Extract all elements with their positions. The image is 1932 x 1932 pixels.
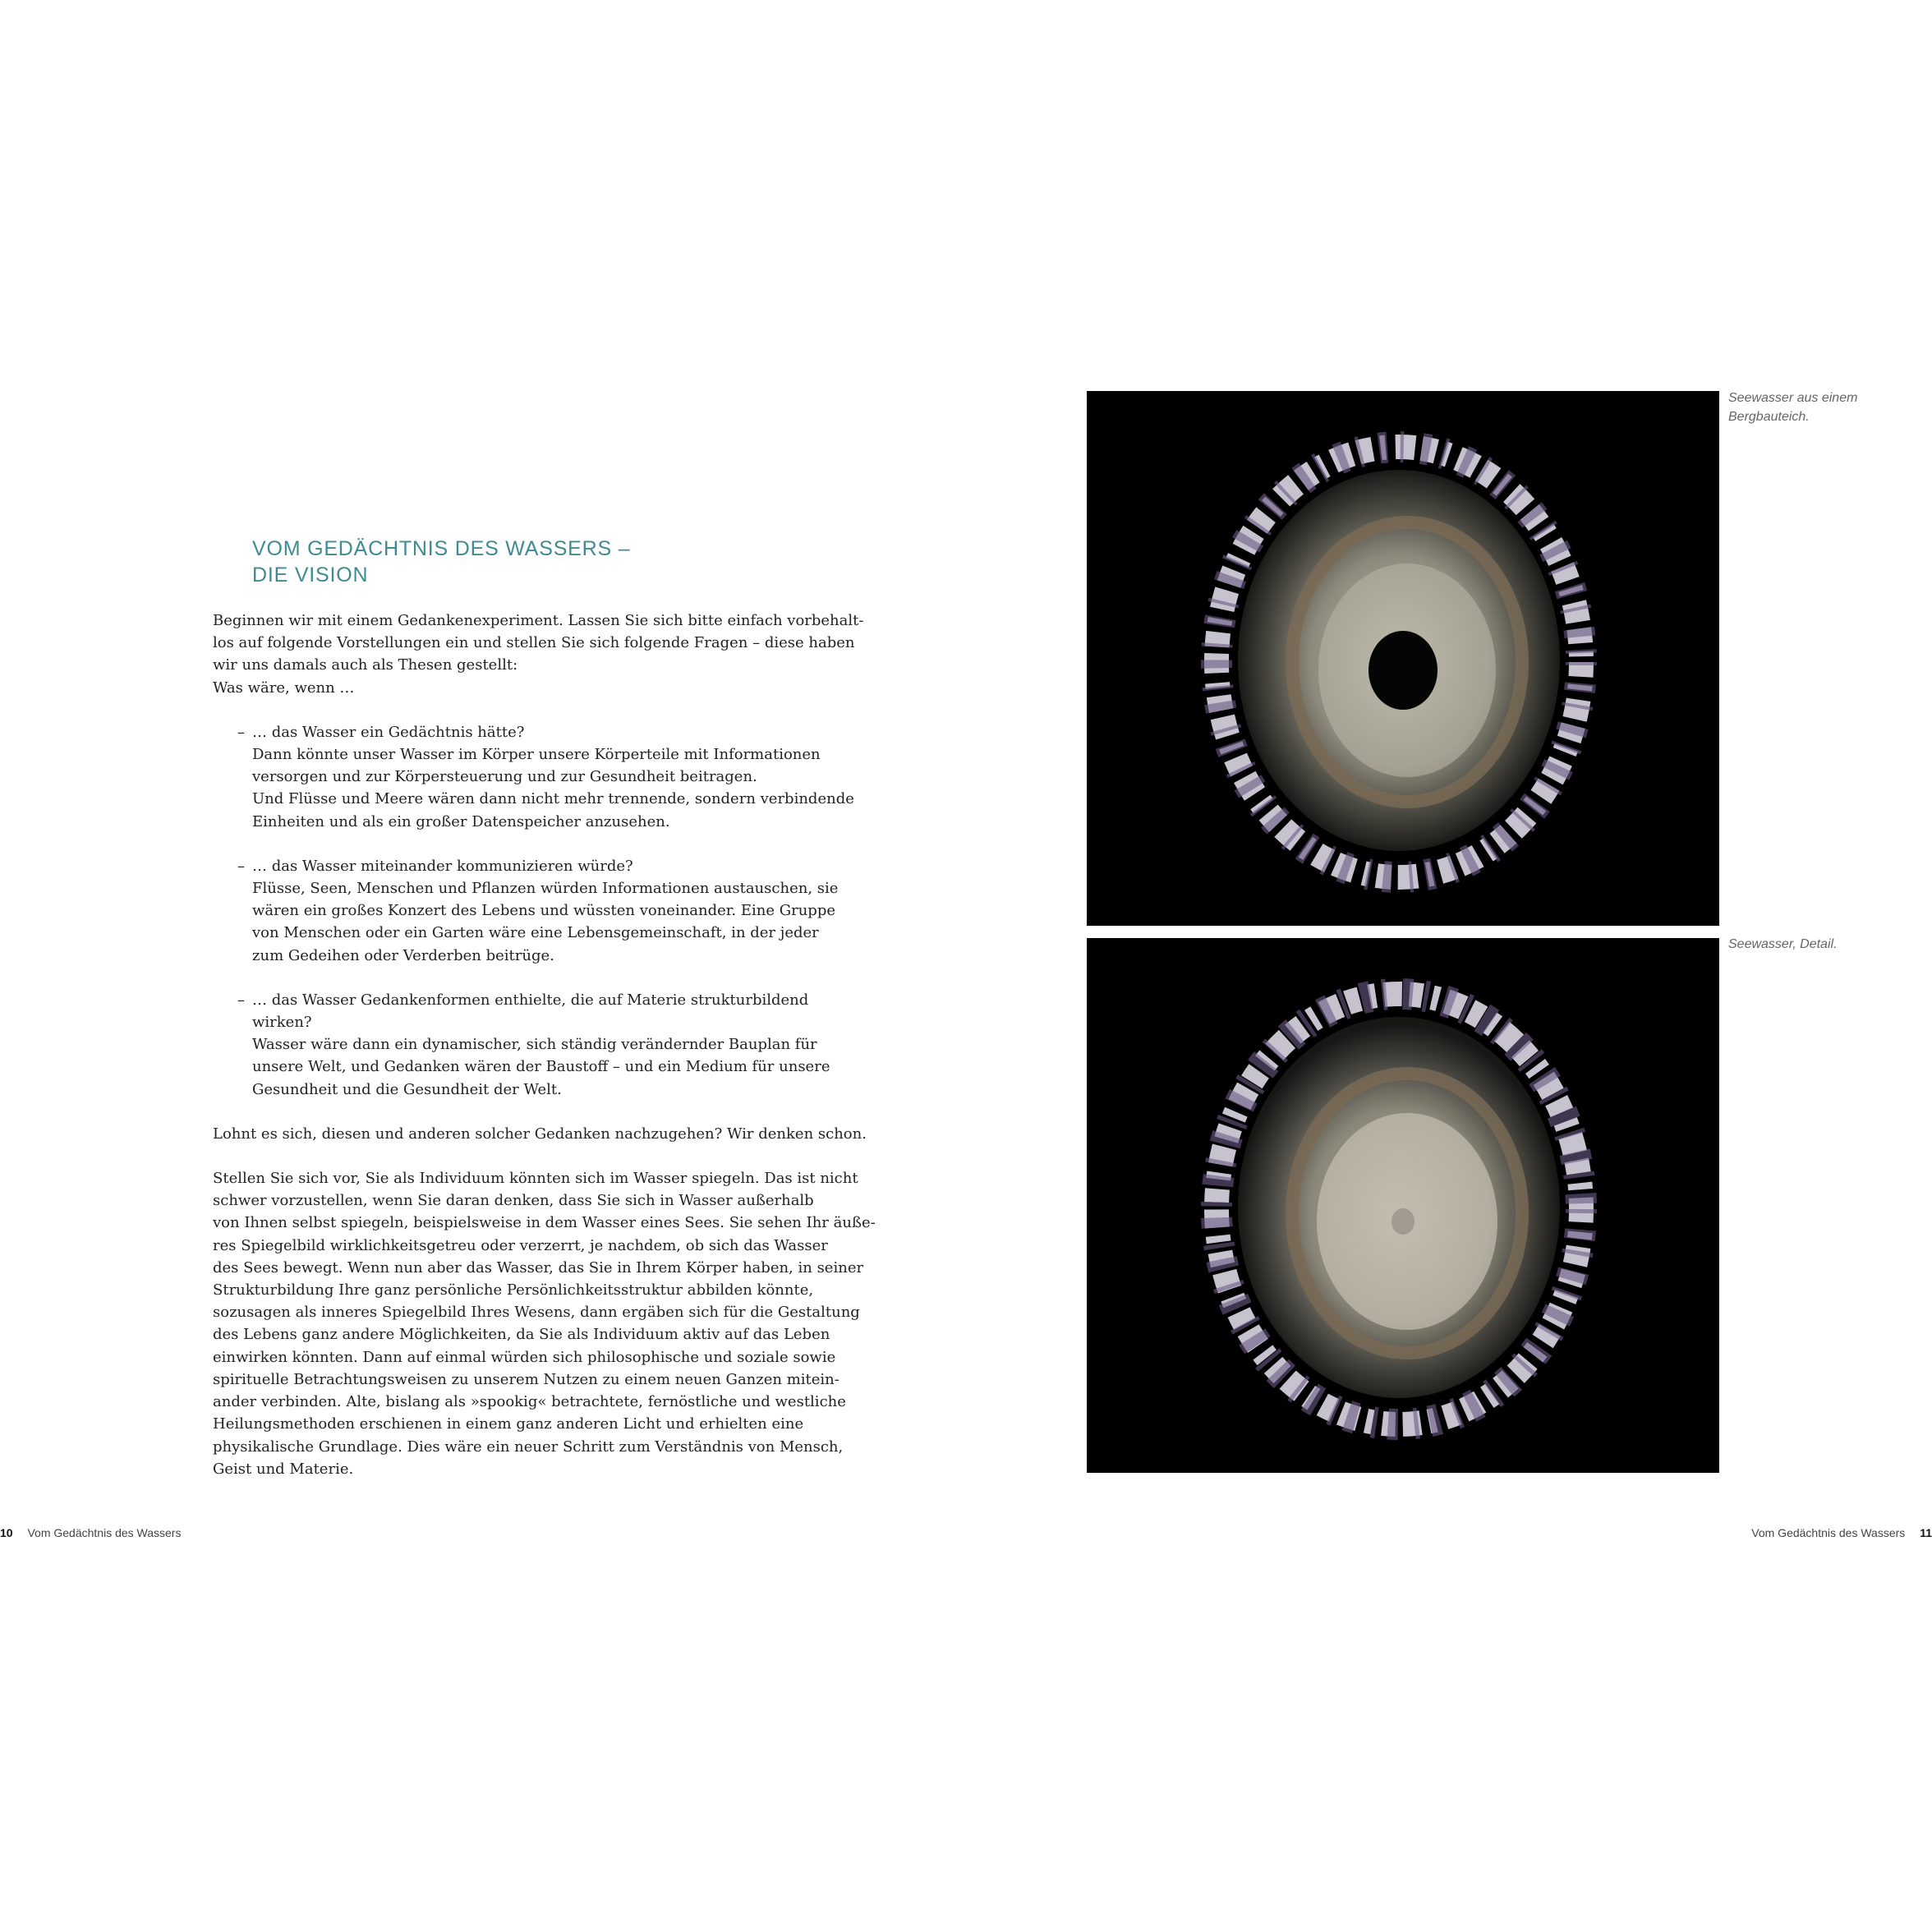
text-line: zum Gedeihen oder Verderben beitrüge.: [252, 946, 554, 964]
caption-line: Seewasser, Detail.: [1728, 937, 1838, 951]
water-crystal-image-2: [1087, 938, 1719, 1473]
running-title-left: Vom Gedächtnis des Wassers: [27, 1526, 182, 1539]
text-line: des Sees bewegt. Wenn nun aber das Wasser, das Sie in Ihrem Körper haben, in seiner: [213, 1258, 864, 1276]
text-line: … das Wasser miteinander kommunizieren würde?: [252, 857, 633, 875]
water-crystal-image-1: [1087, 391, 1719, 926]
text-line: spirituelle Betrachtungsweisen zu unserem Nutzen zu einem neuen Ganzen mitein-: [213, 1370, 840, 1388]
paragraph-2: [213, 1123, 867, 1145]
page-number-left: 10: [0, 1526, 13, 1539]
text-line: Beginnen wir mit einem Gedankenexperiment. Lassen Sie sich bitte einfach vorbehalt-: [213, 612, 864, 629]
text-line: Und Flüsse und Meere wären dann nicht mehr trennende, sondern verbindende: [252, 790, 854, 808]
text-line: res Spiegelbild wirklichkeitsgetreu oder verzerrt, je nachdem, ob sich das Wasser: [213, 1236, 828, 1254]
bullet-dash: –: [237, 991, 245, 1009]
body-text: [213, 610, 876, 1502]
text-line: Geist und Materie.: [213, 1460, 354, 1478]
bullet-dash: –: [237, 857, 245, 875]
bullet-item-2: [213, 855, 853, 967]
text-line: versorgen und zur Körpersteuerung und zur Gesundheit beitragen.: [252, 768, 757, 786]
text-line: Wasser wäre dann ein dynamischer, sich ständig verändernder Bauplan für: [252, 1036, 817, 1054]
text-line: schwer vorzustellen, wenn Sie daran denken, dass Sie sich in Wasser außerhalb: [213, 1192, 814, 1210]
footer-right: [1751, 1526, 1932, 1539]
caption-line: Seewasser aus einem: [1728, 391, 1858, 405]
intro-paragraph: [213, 610, 864, 699]
text-line: los auf folgende Vorstellungen ein und stellen Sie sich folgende Fragen – diese haben: [213, 634, 855, 652]
bullet-item-1: [213, 721, 853, 833]
caption-line: Bergbauteich.: [1728, 410, 1810, 424]
paragraph-3: [213, 1167, 876, 1480]
text-line: einwirken könnten. Dann auf einmal würden sich philosophische und soziale sowie: [213, 1348, 836, 1366]
photo-caption-1: [1728, 389, 1909, 426]
text-line: sozusagen als inneres Spiegelbild Ihres Wesens, dann ergäben sich für die Gestaltung: [213, 1304, 860, 1322]
text-line: Strukturbildung Ihre ganz persönliche Persönlichkeitsstruktur abbilden könnte,: [213, 1281, 814, 1300]
text-line: unsere Welt, und Gedanken wären der Baustoff – und ein Medium für unsere: [252, 1058, 830, 1076]
text-line: Gesundheit und die Gesundheit der Welt.: [252, 1080, 562, 1098]
text-line: Was wäre, wenn …: [213, 678, 355, 697]
footer-left: [0, 1526, 181, 1539]
text-line: … das Wasser ein Gedächtnis hätte?: [252, 723, 525, 741]
water-crystal-photo-2: [1087, 938, 1719, 1473]
text-line: von Ihnen selbst spiegeln, beispielsweise in dem Wasser eines Sees. Sie sehen Ihr äuße-: [213, 1214, 876, 1232]
text-line: Flüsse, Seen, Menschen und Pflanzen würden Informationen austauschen, sie: [252, 880, 839, 898]
text-line: wir uns damals auch als Thesen gestellt:: [213, 656, 518, 674]
text-line: wären ein großes Konzert des Lebens und wüssten voneinander. Eine Gruppe: [252, 902, 835, 920]
photo-caption-2: [1728, 935, 1909, 954]
text-line: Einheiten und als ein großer Datenspeicher anzusehen.: [252, 812, 670, 830]
text-line: … das Wasser Gedankenformen enthielte, die auf Materie strukturbildend: [252, 991, 809, 1009]
heading-line-2: DIE VISION: [252, 564, 369, 586]
running-title-right: Vom Gedächtnis des Wassers: [1751, 1526, 1906, 1539]
text-line: Heilungsmethoden erschienen in einem ganz anderen Licht und erhielten eine: [213, 1415, 804, 1433]
text-line: Dann könnte unser Wasser im Körper unsere Körperteile mit Informationen: [252, 746, 821, 764]
water-crystal-photo-1: [1087, 391, 1719, 926]
bullet-item-3: [213, 989, 853, 1101]
text-line: Lohnt es sich, diesen und anderen solcher Gedanken nachzugehen? Wir denken schon.: [213, 1125, 867, 1143]
page-number-right: 11: [1920, 1526, 1932, 1539]
text-line: physikalische Grundlage. Dies wäre ein neuer Schritt zum Verständnis von Mensch,: [213, 1438, 844, 1456]
text-line: Stellen Sie sich vor, Sie als Individuum könnten sich im Wasser spiegeln. Das ist nicht: [213, 1170, 858, 1188]
text-line: des Lebens ganz andere Möglichkeiten, da Sie als Individuum aktiv auf das Leben: [213, 1326, 830, 1344]
heading-line-1: VOM GEDÄCHTNIS DES WASSERS –: [252, 537, 631, 560]
bullet-dash: –: [237, 723, 245, 741]
text-line: wirken?: [252, 1014, 312, 1032]
chapter-heading: [252, 536, 745, 588]
text-line: von Menschen oder ein Garten wäre eine Lebensgemeinschaft, in der jeder: [252, 924, 819, 942]
text-line: ander verbinden. Alte, bislang als »spookig« betrachtete, fernöstliche und westliche: [213, 1393, 846, 1411]
